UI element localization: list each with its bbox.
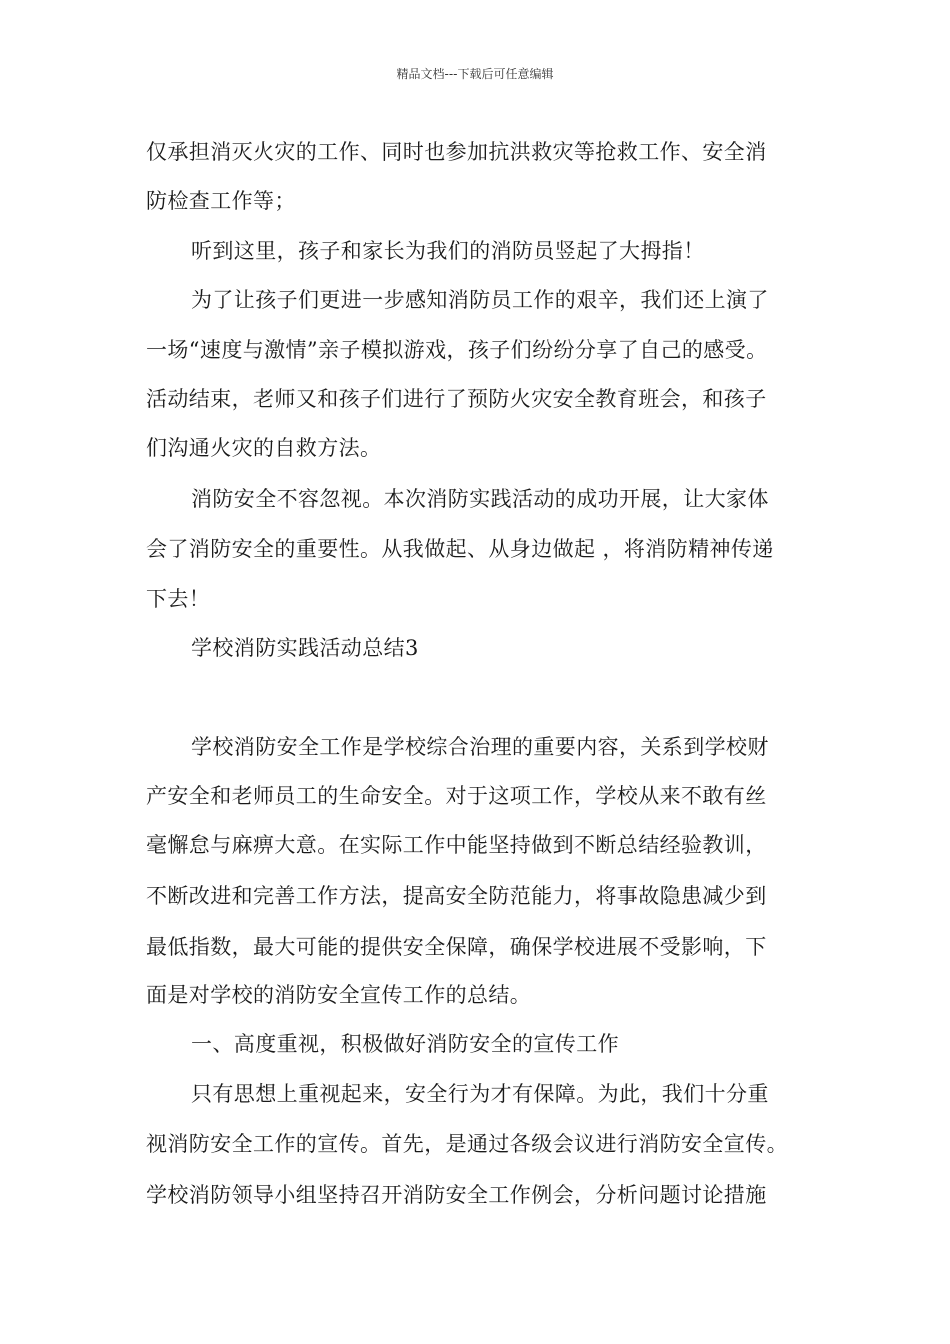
paragraph-line: 下去！ <box>146 587 211 611</box>
paragraph-line: 会了消防安全的重要性。从我做起、从身边做起 ，将消防精神传递 <box>146 537 774 561</box>
section-title: 学校消防实践活动总结3 <box>191 636 419 660</box>
page-header: 精品文档---下载后可任意编辑 <box>396 67 554 81</box>
paragraph-line: 视消防安全工作的宣传。首先，是通过各级会议进行消防安全宣传。 <box>146 1132 788 1156</box>
section-heading: 一、高度重视，积极做好消防安全的宣传工作 <box>191 1032 619 1056</box>
paragraph-line: 仅承担消灭火灾的工作、同时也参加抗洪救灾等抢救工作、安全消 <box>146 140 767 164</box>
paragraph-line: 活动结束，老师又和孩子们进行了预防火灾安全教育班会，和孩子 <box>146 387 767 411</box>
paragraph-line: 只有思想上重视起来，安全行为才有保障。为此，我们十分重 <box>191 1082 769 1106</box>
paragraph-line: 最低指数，最大可能的提供安全保障，确保学校进展不受影响，下 <box>146 935 767 959</box>
paragraph-line: 不断改进和完善工作方法，提高安全防范能力，将事故隐患减少到 <box>146 884 767 908</box>
paragraph-line: 学校消防安全工作是学校综合治理的重要内容，关系到学校财 <box>191 735 769 759</box>
paragraph-line: 学校消防领导小组坚持召开消防安全工作例会，分析问题讨论措施 <box>146 1183 767 1207</box>
paragraph-line: 一场“速度与激情”亲子模拟游戏，孩子们纷纷分享了自己的感受。 <box>146 338 768 362</box>
paragraph-line: 毫懈怠与麻痹大意。在实际工作中能坚持做到不断总结经验教训， <box>146 833 767 857</box>
paragraph-line: 产安全和老师员工的生命安全。对于这项工作，学校从来不敢有丝 <box>146 784 767 808</box>
paragraph-line: 防检查工作等； <box>146 189 296 213</box>
paragraph-line: 听到这里，孩子和家长为我们的消防员竖起了大拇指！ <box>191 239 705 263</box>
paragraph-line: 消防安全不容忽视。本次消防实践活动的成功开展，让大家体 <box>191 487 769 511</box>
paragraph-line: 为了让孩子们更进一步感知消防员工作的艰辛，我们还上演了 <box>191 288 769 312</box>
paragraph-line: 们沟通火灾的自救方法。 <box>146 436 382 460</box>
paragraph-line: 面是对学校的消防安全宣传工作的总结。 <box>146 983 532 1007</box>
